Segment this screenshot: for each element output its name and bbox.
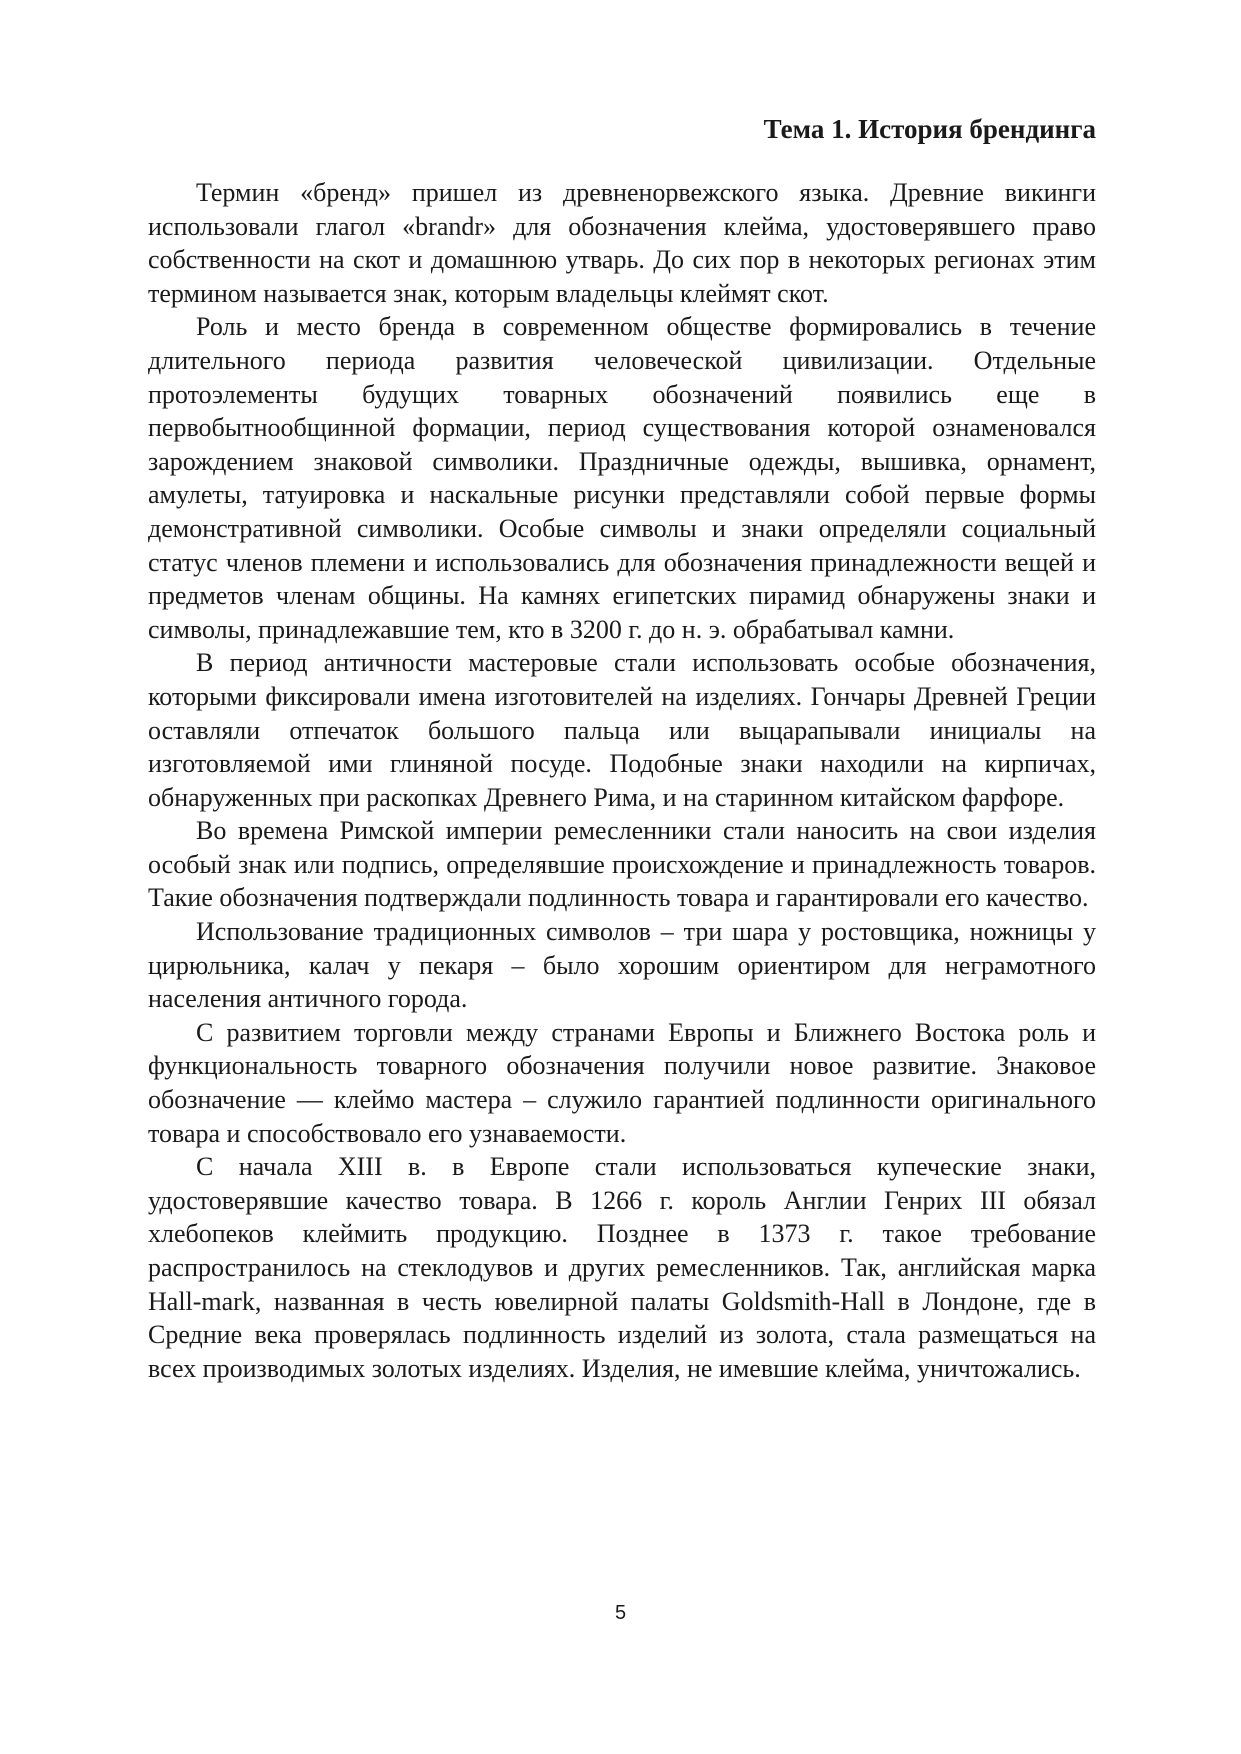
paragraph-2: Роль и место бренда в современном обществе формировались в течение длительного периода развития человеческой цивилизации. Отдельные протоэлементы будущих товарных обозначений появились еще в первобытнообщинной формации, период существования которой ознаменовался зарождением знаковой символики. Праздничные одежды, вышивка, орнамент, амулеты, татуировка и наскальные рисунки представляли собой первые формы демонстративной символики. Особые символы и знаки определяли социальный статус членов племени и использовались для обозначения принадлежности вещей и предметов членам общины. На камнях египетских пирамид обнаружены знаки и символы, принадлежавшие тем, кто в 3200 г. до н. э. обрабатывал камни. <box>148 312 1096 644</box>
paragraph-4: Во времена Римской империи ремесленники стали наносить на свои изделия особый знак или подпись, определявшие происхождение и принадлежность товаров. Такие обозначения подтверждали подлинность товара и гарантировали его качество. <box>148 816 1096 913</box>
page-content <box>148 110 1096 1385</box>
paragraph-7: С начала XIII в. в Европе стали использоваться купеческие знаки, удостоверявшие качество товара. В 1266 г. король Англии Генрих III обязал хлебопеков клеймить продукцию. Позднее в 1373 г. такое требование распространилось на стеклодувов и других ремесленников. Так, английская марка Hall-mark, названная в честь ювелирной палаты Goldsmith-Hall в Лондоне, где в Средние века проверялась подлинность изделий из золота, стала размещаться на всех производимых золотых изделиях. Изделия, не имевшие клейма, уничтожались. <box>148 1152 1096 1383</box>
paragraph-5: Использование традиционных символов – три шара у ростовщика, ножницы у цирюльника, калач у пекаря – было хорошим ориентиром для неграмотного населения античного города. <box>148 917 1096 1014</box>
paragraph-6: С развитием торговли между странами Европы и Ближнего Востока роль и функциональность товарного обозначения получили новое развитие. Знаковое обозначение — клеймо мастера – служило гарантией подлинности оригинального товара и способствовало его узнаваемости. <box>148 1017 1096 1148</box>
paragraph-1: Термин «бренд» пришел из древненорвежского языка. Древние викинги использовали глагол «brandr» для обозначения клейма, удостоверявшего право собственности на скот и домашнюю утварь. До сих пор в некоторых регионах этим термином называется знак, которым владельцы клеймят скот. <box>148 178 1096 308</box>
chapter-title: Тема 1. История брендинга <box>763 114 1096 144</box>
page-number: 5 <box>614 1602 627 1624</box>
paragraph-3: В период античности мастеровые стали использовать особые обозначения, которыми фиксировали имена изготовителей на изделиях. Гончары Древней Греции оставляли отпечаток большого пальца или выцарапывали инициалы на изготовляемой ими глиняной посуде. Подобные знаки находили на кирпичах, обнаруженных при раскопках Древнего Рима, и на старинном китайском фарфоре. <box>148 648 1096 812</box>
